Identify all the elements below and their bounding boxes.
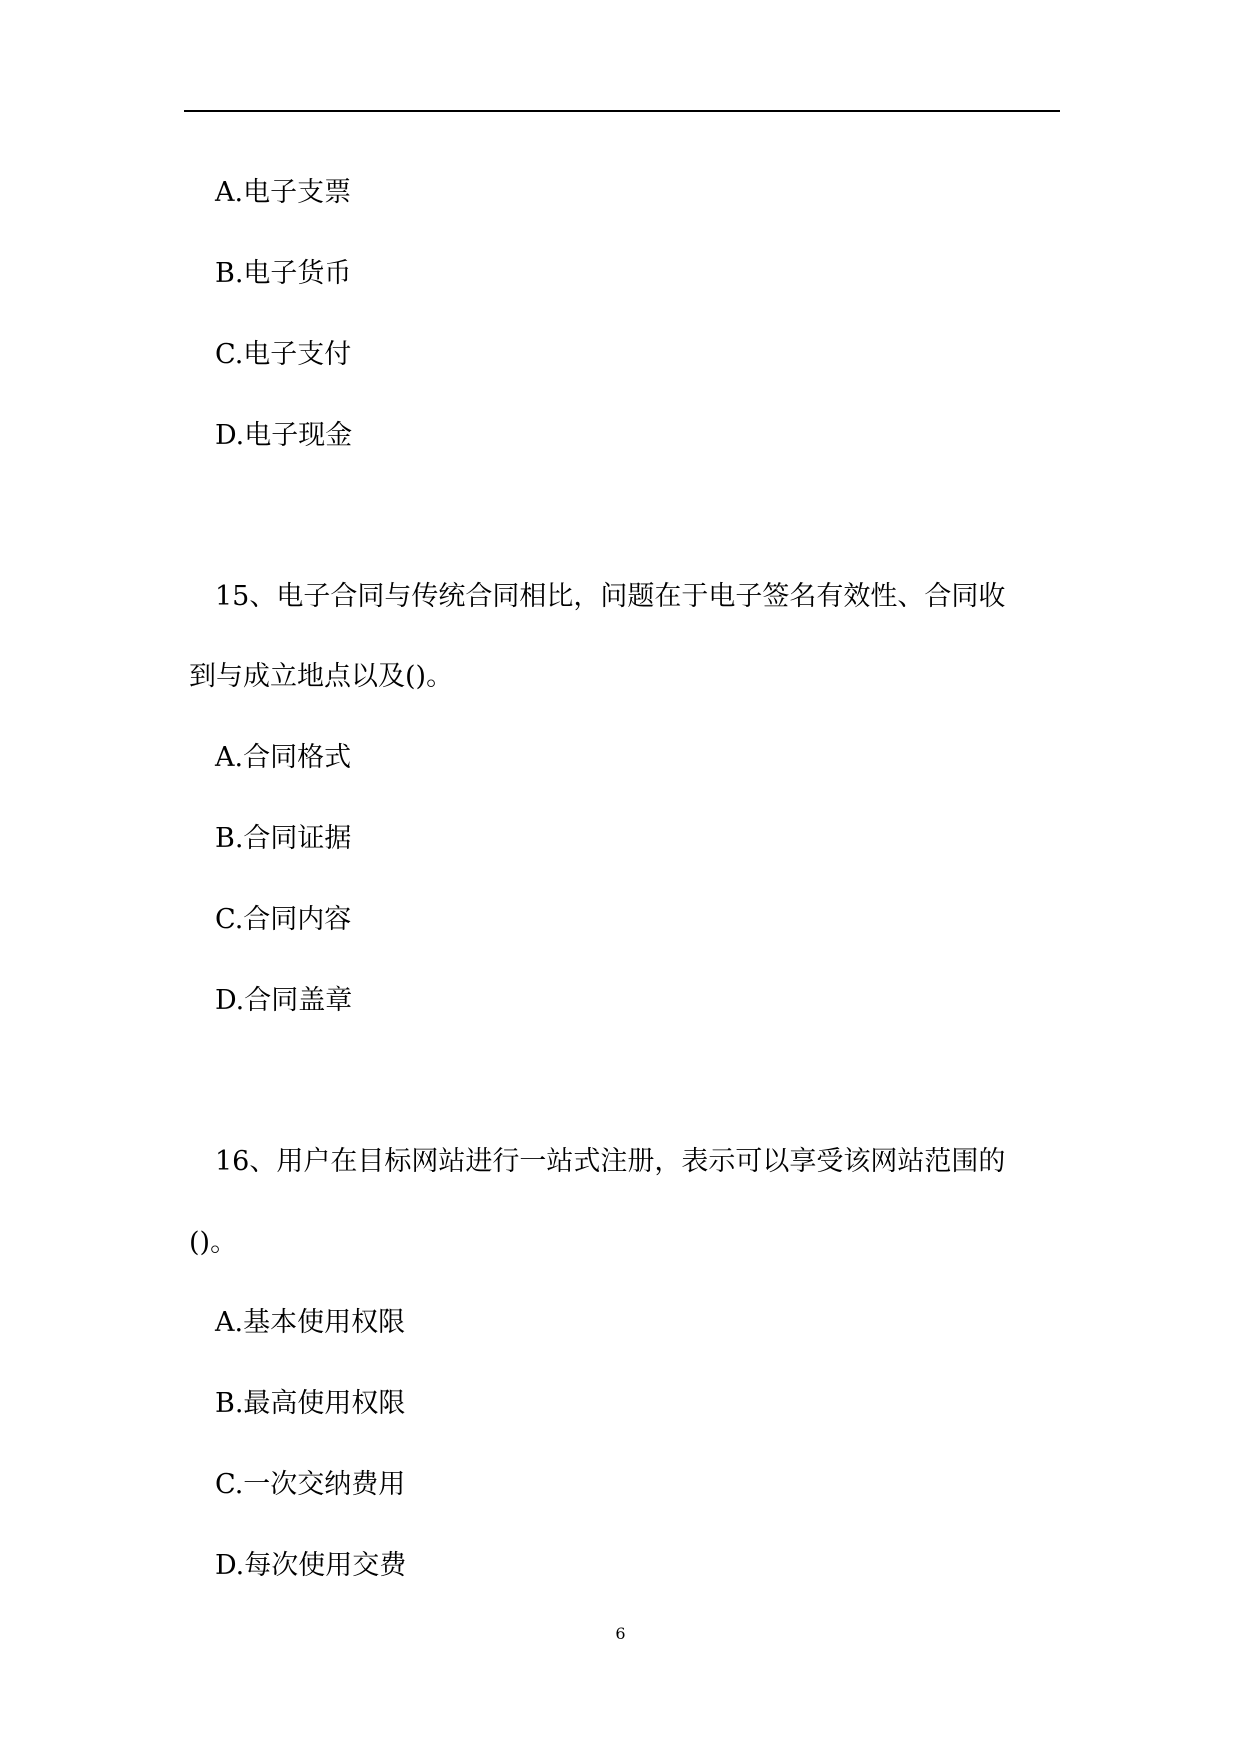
- q15-question-line-1: 15、电子合同与传统合同相比，问题在于电子签名有效性、合同收: [215, 581, 1006, 612]
- q16-option-d: D.每次使用交费: [215, 1550, 407, 1581]
- q16-option-b: B.最高使用权限: [215, 1388, 406, 1419]
- q14-option-b: B.电子货币: [215, 258, 352, 289]
- q15-option-d: D.合同盖章: [215, 985, 353, 1016]
- header-rule: [184, 110, 1060, 112]
- q14-option-a: A.电子支票: [215, 177, 352, 208]
- q15-option-a: A.合同格式: [215, 742, 352, 773]
- q16-question-line-2: ()。: [189, 1227, 238, 1258]
- q16-option-c: C.一次交纳费用: [215, 1469, 406, 1500]
- q15-option-c: C.合同内容: [215, 904, 352, 935]
- q16-question-line-1: 16、用户在目标网站进行一站式注册，表示可以享受该网站范围的: [215, 1146, 1006, 1177]
- page-number: 6: [615, 1624, 626, 1643]
- q15-question-line-2: 到与成立地点以及()。: [189, 661, 454, 692]
- q15-option-b: B.合同证据: [215, 823, 352, 854]
- q14-option-d: D.电子现金: [215, 420, 353, 451]
- q14-option-c: C.电子支付: [215, 339, 352, 370]
- q16-option-a: A.基本使用权限: [215, 1307, 406, 1338]
